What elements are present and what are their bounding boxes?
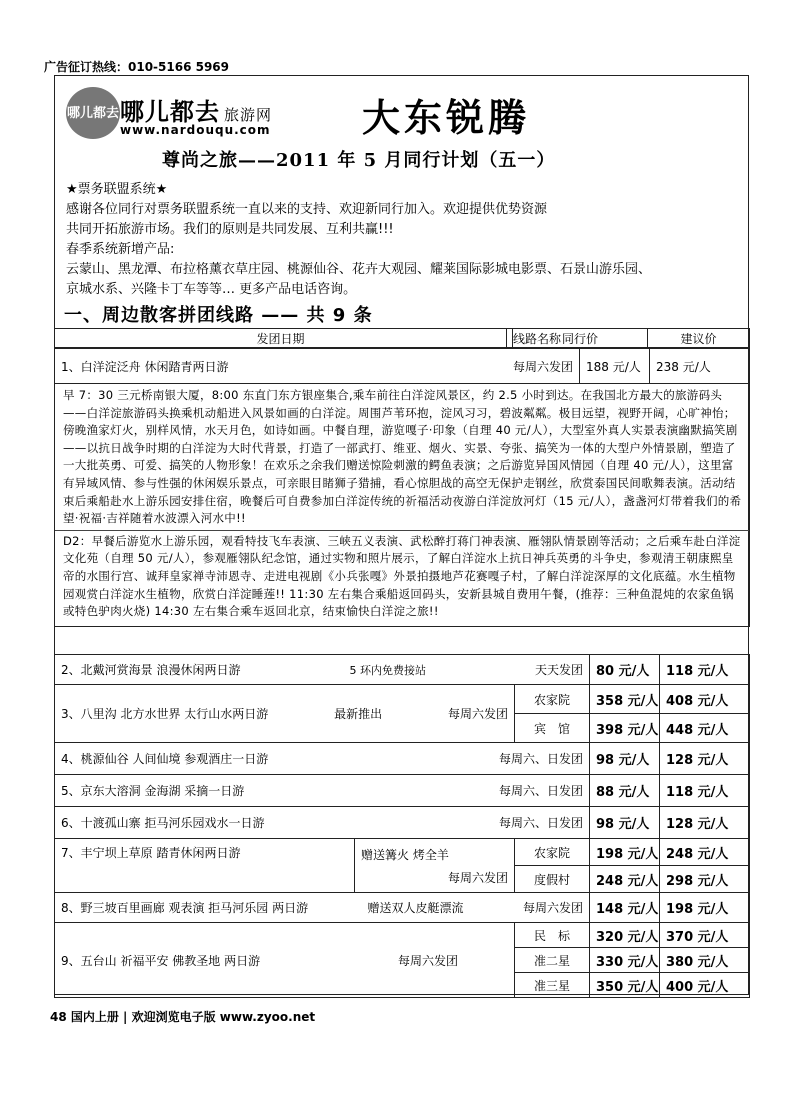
suggest-price: 408 元/人 [660, 685, 750, 714]
route-name: 1、白洋淀泛舟 休闲踏青两日游 [61, 359, 229, 374]
option-label: 准二星 [515, 948, 590, 973]
table-row [55, 893, 750, 923]
suggest-price: 248 元/人 [660, 839, 750, 866]
route-cell [55, 923, 515, 998]
peer-price: 398 元/人 [590, 714, 660, 743]
route-cell [55, 807, 590, 839]
suggest-price: 128 元/人 [660, 807, 750, 839]
table-header-row [55, 329, 750, 348]
table-row [55, 349, 750, 384]
peer-price: 88 元/人 [590, 775, 660, 807]
peer-price: 188 元/人 [580, 349, 650, 384]
detail-day1: 早 7：30 三元桥南银大厦，8:00 东直门东方银座集合,乘车前往白洋淀风景区，约 2.5 小时到达。在我国北方最大的旅游码头——白洋淀旅游码头换乘机动船进入风景如画的白洋淀。周围芦苇环抱，淀风习习，碧波粼粼。极目远望，视野开阔，心旷神怡；傍晚渔家灯火，别样风情，水天月色，如诗如画。中餐自理，游览嘎子·印象（自理 40 元/人），大型室外真人实景表演幽默搞笑剧——以抗日战争时期的白洋淀为大时代背景，打造了一部武打、维亚、烟火、实景、夸张、搞笑为一体的大型户外情景剧，塑造了一大批英勇、可爱、搞笑的人物形象！在欢乐之余我们赠送惊险刺激的鳄鱼表演；之后游览异国风情园（自理 40 元/人），这里富有异域风情、参与性强的休闲娱乐景点，可亲眼目睹狮子猎捕，看心惊胆战的高空无保护走钢丝，欣赏泰国民间歌舞表演。活动结束后乘船赴水上游乐园安排住宿，晚餐后可自费参加白洋淀传统的祈福活动夜游白洋淀放河灯（15 元/人），盏盏河灯带着我们的希望·祝福·吉祥随着水波漂入河水中!! [63, 388, 742, 526]
route-name: 8、野三坡百里画廊 观表演 拒马河乐园 两日游 [61, 901, 309, 915]
route-detail [55, 384, 750, 627]
header-suggest-price: 建议价 [648, 329, 750, 348]
route-cell [55, 775, 590, 807]
header-peer-price: 同行价 [513, 329, 648, 348]
option-label: 宾 馆 [515, 714, 590, 743]
option-label: 准三星 [515, 973, 590, 998]
peer-price: 320 元/人 [590, 923, 660, 948]
route-name: 5、京东大溶洞 金海湖 采摘一日游 [61, 784, 245, 798]
header-date: 发团日期 [55, 329, 507, 348]
route-cell [55, 839, 355, 893]
suggest-price: 448 元/人 [660, 714, 750, 743]
peer-price: 80 元/人 [590, 655, 660, 685]
brand-url[interactable]: www.nardouqu.com [120, 123, 271, 137]
intro-line: 京城水系、兴隆卡丁车等等… 更多产品电话咨询。 [66, 282, 357, 297]
peer-price: 198 元/人 [590, 839, 660, 866]
intro-line: 共同开拓旅游市场。我们的原则是共同发展、互利共赢!!! [66, 222, 394, 237]
intro-line: 春季系统新增产品: [66, 242, 175, 257]
option-label: 农家院 [515, 685, 590, 714]
table-row [55, 775, 750, 807]
route-schedule: 每周六发团 [512, 359, 573, 374]
route-schedule: 每周六、日发团 [498, 816, 583, 830]
table-row [55, 384, 750, 627]
suggest-price: 370 元/人 [660, 923, 750, 948]
route-name: 9、五台山 祈福平安 佛教圣地 两日游 [61, 953, 261, 968]
suggest-price: 118 元/人 [660, 775, 750, 807]
brand-logo: 哪儿都去 [66, 87, 120, 139]
route-name: 2、北戴河赏海景 浪漫休闲两日游 [61, 663, 241, 677]
route-cell [55, 349, 580, 384]
brand-suffix: 旅游网 [224, 106, 273, 124]
route-schedule: 每周六、日发团 [498, 752, 583, 766]
table-row [55, 685, 750, 714]
header-route: 线路名称 [507, 329, 513, 348]
route-note: 最新推出 [334, 707, 383, 721]
table-row [55, 923, 750, 948]
tour-table-list [54, 654, 750, 998]
route-note: 赠送篝火 烤全羊 [361, 847, 449, 862]
route-cell [55, 743, 590, 775]
page-subtitle: 尊尚之旅——2011 年 5 月同行计划（五一） [162, 150, 556, 171]
intro-line: 云蒙山、黑龙潭、布拉格薰衣草庄园、桃源仙谷、花卉大观园、耀莱国际影城电影票、石景山游乐园、 [66, 262, 652, 277]
table-row [55, 743, 750, 775]
route-note-cell [355, 839, 515, 893]
suggest-price: 298 元/人 [660, 866, 750, 893]
page-title: 大东锐腾 [362, 95, 531, 140]
suggest-price: 400 元/人 [660, 973, 750, 998]
route-note: 5 环内免费接站 [349, 663, 426, 677]
peer-price: 98 元/人 [590, 807, 660, 839]
peer-price: 248 元/人 [590, 866, 660, 893]
peer-price: 148 元/人 [590, 893, 660, 923]
route-name: 7、丰宁坝上草原 踏青休闲两日游 [61, 846, 241, 860]
route-schedule: 每周六发团 [447, 707, 508, 721]
route-schedule: 天天发团 [534, 663, 583, 677]
intro-block [66, 180, 736, 300]
option-label: 民 标 [515, 923, 590, 948]
route-schedule: 每周六发团 [397, 953, 458, 968]
tour-table-body [54, 348, 750, 627]
route-schedule: 每周六发团 [522, 901, 583, 915]
peer-price: 98 元/人 [590, 743, 660, 775]
suggest-price: 238 元/人 [650, 349, 750, 384]
peer-price: 358 元/人 [590, 685, 660, 714]
option-label: 度假村 [515, 866, 590, 893]
table-row [55, 839, 750, 866]
peer-price: 350 元/人 [590, 973, 660, 998]
intro-line: ★票务联盟系统★ [66, 182, 168, 197]
ad-hotline: 广告征订热线：010-5166 5969 [44, 60, 230, 74]
suggest-price: 118 元/人 [660, 655, 750, 685]
option-label: 农家院 [515, 839, 590, 866]
suggest-price: 380 元/人 [660, 948, 750, 973]
suggest-price: 128 元/人 [660, 743, 750, 775]
route-note: 赠送双人皮艇漂流 [367, 901, 464, 915]
page-footer: 48 国内上册 | 欢迎浏览电子版 www.zyoo.net [50, 1010, 316, 1024]
detail-day2: D2：早餐后游览水上游乐园，观看特技飞车表演、三峡五义表演、武松醉打蒋门神表演、雁翎队情景剧等活动；之后乘车赴白洋淀文化苑（自理 50 元/人），参观雁翎队纪念馆，通过实物和照片展示，了解白洋淀水上抗日神兵英勇的斗争史，参观清王朝康熙皇帝的水围行宫、诚拜皇家禅寺沛恩寺、走进电视剧《小兵张嘎》外景拍摄地芦花赛嘎子村，了解白洋淀深厚的文化底蕴。水生植物园观赏白洋淀水生植物，欣赏白洋淀睡莲!! 11:30 左右集合乘船返回码头，安新县城自费用午餐，(推荐：三种鱼混炖的农家鱼锅或特色驴肉火烧) 14:30 左右集合乘车返回北京，结束愉快白洋淀之旅!! [55, 530, 749, 621]
section-title: 一、周边散客拼团线路 —— 共 9 条 [64, 305, 373, 326]
route-name: 6、十渡孤山寨 拒马河乐园戏水一日游 [61, 816, 265, 830]
table-row [55, 807, 750, 839]
route-name: 4、桃源仙谷 人间仙境 参观酒庄一日游 [61, 752, 269, 766]
peer-price: 330 元/人 [590, 948, 660, 973]
route-cell [55, 685, 515, 743]
table-row [55, 655, 750, 685]
route-cell [55, 655, 590, 685]
intro-line: 感谢各位同行对票务联盟系统一直以来的支持、欢迎新同行加入。欢迎提供优势资源 [66, 202, 548, 217]
suggest-price: 198 元/人 [660, 893, 750, 923]
route-cell [55, 893, 590, 923]
route-schedule: 每周六、日发团 [498, 784, 583, 798]
brand-name: 哪儿都去 旅游网 [120, 98, 273, 126]
route-name: 3、八里沟 北方水世界 太行山水两日游 [61, 707, 269, 721]
tour-table [54, 328, 750, 348]
route-schedule: 每周六发团 [447, 870, 508, 885]
